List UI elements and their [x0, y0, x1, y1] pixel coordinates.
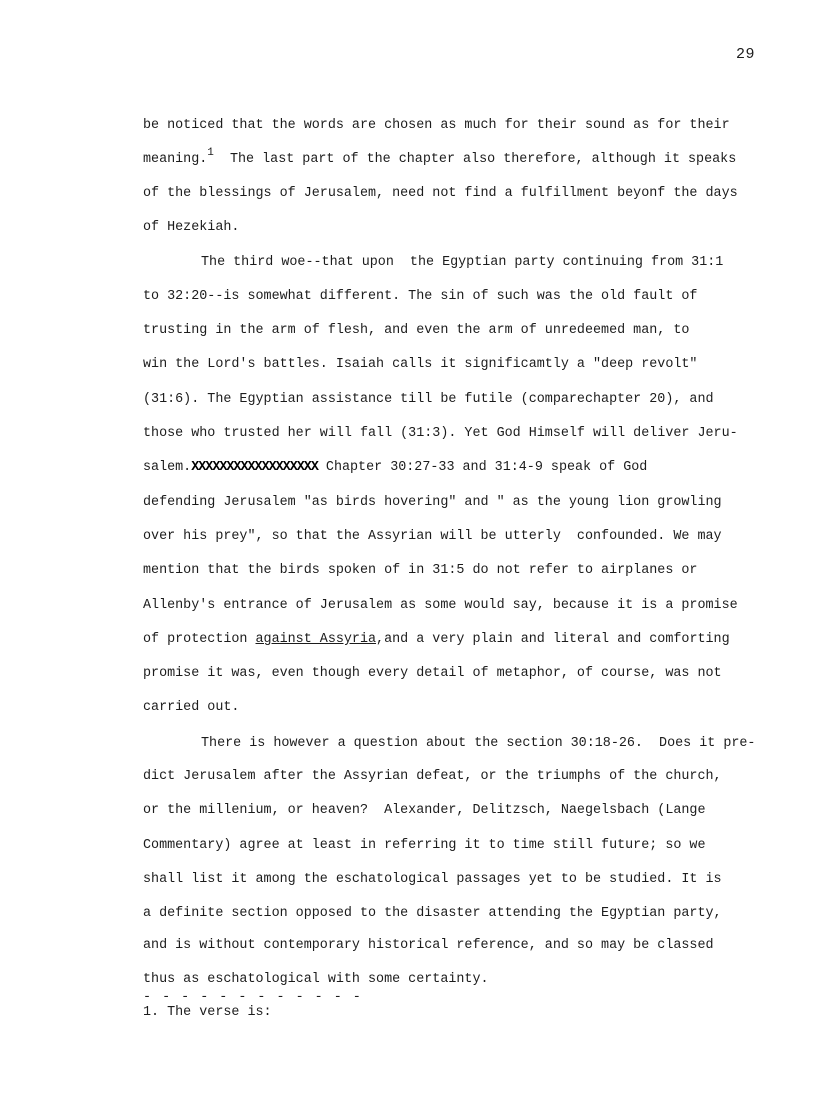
para3-line-4: Commentary) agree at least in referring it to time still future; so we: [143, 838, 706, 853]
para2-line-9: over his prey", so that the Assyrian will be utterly confounded. We may: [143, 529, 722, 544]
footnote-text: 1. The verse is:: [143, 1005, 272, 1020]
para2-line-10: mention that the birds spoken of in 31:5 do not refer to airplanes or: [143, 563, 698, 578]
para2-line-7: [143, 461, 647, 474]
para2-line-6: those who trusted her will fall (31:3). Yet God Himself will deliver Jeru-: [143, 426, 738, 441]
para1-line-2-text-b: The last part of the chapter also therefore, although it speaks: [213, 152, 737, 167]
para2-line-12: [143, 633, 730, 646]
para2-line-12-text-b: ,and a very plain and literal and comforting: [376, 632, 730, 647]
para2-line-3: trusting in the arm of flesh, and even the arm of unredeemed man, to: [143, 323, 690, 338]
para2-line-7-text-a: salem.: [143, 460, 192, 475]
para3-line-1: There is however a question about the section 30:18-26. Does it pre-: [201, 736, 756, 751]
para2-line-7-text-b: Chapter 30:27-33 and 31:4-9 speak of God: [317, 460, 648, 475]
para2-line-2: to 32:20--is somewhat different. The sin of such was the old fault of: [143, 289, 698, 304]
para2-line-11: Allenby's entrance of Jerusalem as some would say, because it is a promise: [143, 598, 738, 613]
para3-line-5: shall list it among the eschatological passages yet to be studied. It is: [143, 872, 722, 887]
para3-line-2: dict Jerusalem after the Assyrian defeat, or the triumphs of the church,: [143, 769, 722, 784]
para2-line-12-text-a: of protection: [143, 632, 256, 647]
para1-line-4: of Hezekiah.: [143, 220, 240, 235]
para1-line-3: of the blessings of Jerusalem, need not find a fulfillment beyonf the days: [143, 186, 738, 201]
para2-line-13: promise it was, even though every detail of metaphor, of course, was not: [143, 666, 722, 681]
para3-line-3: or the millenium, or heaven? Alexander, Delitzsch, Naegelsbach (Lange: [143, 803, 706, 818]
para2-line-8: defending Jerusalem "as birds hovering" and " as the young lion growling: [143, 495, 722, 510]
page-number: 29: [736, 46, 756, 63]
para3-line-8: thus as eschatological with some certainty.: [143, 972, 489, 987]
struck-out-text: XXXXXXXXXXXXXXXXXX: [191, 460, 318, 475]
para2-line-5: (31:6). The Egyptian assistance till be futile (comparechapter 20), and: [143, 392, 714, 407]
para3-line-7: and is without contemporary historical reference, and so may be classed: [143, 938, 714, 953]
para1-line-2: [143, 147, 737, 167]
para2-line-1: The third woe--that upon the Egyptian party continuing from 31:1: [201, 255, 724, 270]
para2-line-4: win the Lord's battles. Isaiah calls it significamtly a "deep revolt": [143, 357, 698, 372]
footnote-rule: - - - - - - - - - - - -: [143, 990, 363, 1005]
para1-line-1: be noticed that the words are chosen as much for their sound as for their: [143, 118, 730, 133]
para1-line-2-text-a: meaning.: [143, 152, 208, 167]
para2-line-14: carried out.: [143, 700, 240, 715]
para3-line-6: a definite section opposed to the disaster attending the Egyptian party,: [143, 906, 722, 921]
footnote-marker: 1: [207, 147, 214, 159]
underlined-phrase: against Assyria: [255, 632, 377, 647]
